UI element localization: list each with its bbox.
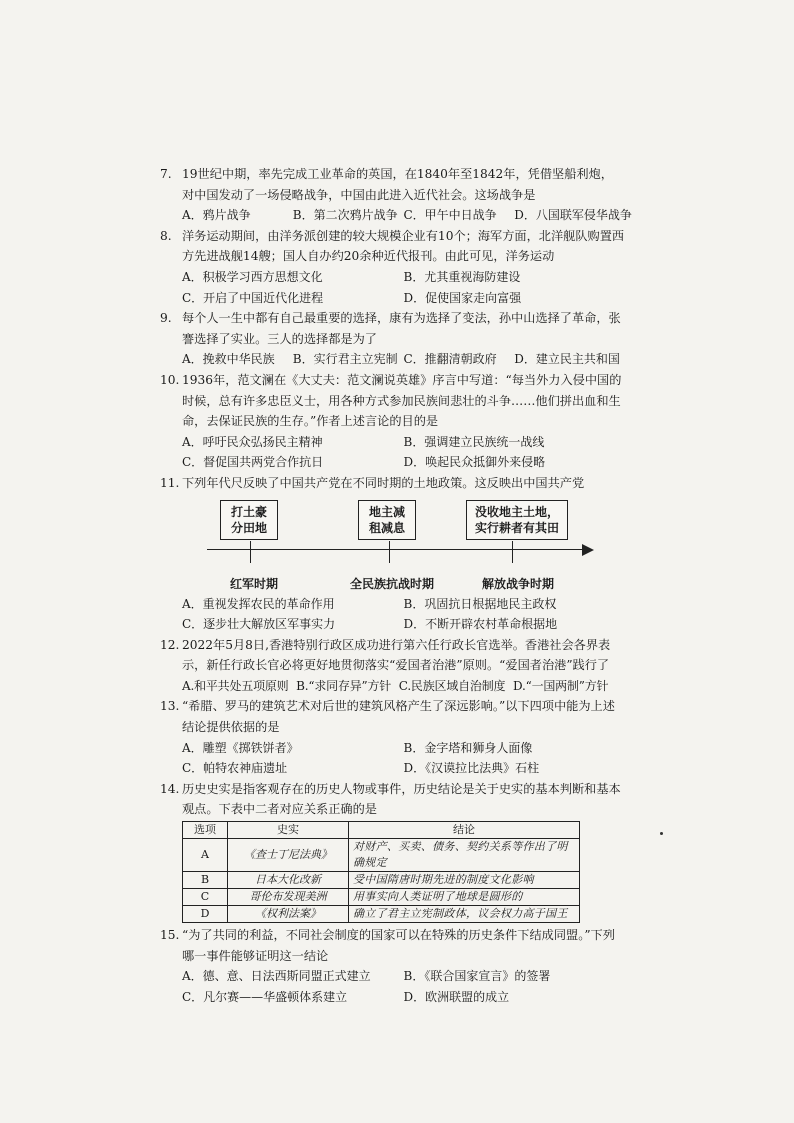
question-number: 10. [160, 372, 180, 387]
scan-speck [660, 832, 663, 835]
question-number: 8. [160, 228, 172, 243]
options [160, 738, 625, 779]
option-d: D.“一国两制”方针 [513, 678, 609, 693]
option-b: B．尤其重视海防建设 [403, 269, 521, 284]
table-cell-conclusion: 确立了君主立宪制政体，议会权力高于国王 [349, 906, 580, 923]
option-b: B．强调建立民族统一战线 [403, 434, 545, 449]
table-cell-fact: 《查士丁尼法典》 [228, 839, 349, 872]
timeline-axis [207, 549, 585, 551]
question-8 [160, 226, 625, 308]
question-stem: 洋务运动期间，由洋务派创建的较大规模企业有10个；海军方面，北洋舰队购置西方先进战舰14艘；国人自办约20余种近代报刊。由此可见，洋务运动 [182, 228, 625, 264]
question-14 [160, 779, 625, 923]
timeline-arrow-icon [582, 544, 594, 556]
table-cell-option: C [183, 889, 228, 906]
option-c: C．凡尔赛——华盛顿体系建立 [182, 989, 348, 1004]
timeline-tick [250, 541, 251, 563]
question-number: 14. [160, 781, 180, 796]
table-cell-fact: 《权利法案》 [228, 906, 349, 923]
question-number: 7. [160, 167, 172, 181]
option-a: A．重视发挥农民的革命作用 [182, 596, 335, 611]
options [160, 966, 625, 1007]
options [160, 594, 625, 635]
options [160, 676, 625, 697]
option-d: D．促使国家走向富强 [403, 290, 522, 305]
question-number: 13. [160, 699, 180, 714]
question-15 [160, 925, 625, 1007]
question-9 [160, 308, 625, 370]
timeline-label-war-of-resistance: 全民族抗战时期 [350, 576, 435, 591]
table-cell-fact: 日本大化改新 [228, 872, 349, 889]
option-a: A．呼吁民众弘扬民主精神 [182, 434, 323, 449]
question-10 [160, 370, 625, 473]
option-d: D．《汉谟拉比法典》石柱 [403, 761, 540, 776]
option-d: D．不断开辟农村革命根据地 [403, 617, 558, 632]
table-cell-option: B [183, 872, 228, 889]
land-policy-timeline [182, 494, 625, 594]
table-header-cell: 结论 [349, 822, 580, 839]
option-b: B．第二次鸦片战争 [292, 208, 398, 223]
question-7 [160, 164, 632, 226]
question-number: 11. [160, 475, 180, 490]
table-cell-conclusion: 用事实向人类证明了地球是圆形的 [349, 889, 580, 906]
table-header-row [183, 822, 580, 839]
question-stem: 下列年代尺反映了中国共产党在不同时期的土地政策。这反映出中国共产党 [182, 475, 585, 490]
question-stem: 2022年5月8日,香港特别行政区成功进行第六任行政长官选举。香港社会各界表示，新任行政长官必将更好地贯彻落实“爱国者治港”原则。“爱国者治港”践行了 [182, 637, 611, 673]
option-c: C．甲午中日战争 [403, 208, 497, 223]
table-row [183, 872, 580, 889]
option-b: B．实行君主立宪制 [292, 352, 398, 367]
table-cell-conclusion: 对财产、买卖、债务、契约关系等作出了明确规定 [349, 839, 580, 872]
timeline-label-liberation-war: 解放战争时期 [482, 576, 555, 591]
option-c: C．推翻清朝政府 [403, 352, 497, 367]
question-stem: “为了共同的利益，不同社会制度的国家可以在特殊的历史条件下结成同盟。”下列哪一事件能够证明这一结论 [182, 928, 615, 963]
table-header-cell: 选项 [183, 822, 228, 839]
question-stem: 1936年，范文澜在《大丈夫：范文澜说英雄》序言中写道：“每当外力入侵中国的时候，总有许多忠臣义士，用各种方式参加民族间悲壮的斗争……他们拼出血和生命，去保证民族的生存。”作者上述言论的目的是 [182, 372, 622, 429]
timeline-tick [512, 541, 513, 563]
timeline-tick [389, 541, 390, 563]
option-c: C．逐步壮大解放区军事实力 [182, 617, 336, 632]
option-a: A．德、意、日法西斯同盟正式建立 [182, 969, 371, 984]
options [160, 432, 625, 473]
table-cell-conclusion: 受中国隋唐时期先进的制度文化影响 [349, 872, 580, 889]
option-a: A．鸦片战争 [182, 208, 251, 223]
question-number: 15. [160, 928, 180, 943]
timeline-label-red-army: 红军时期 [230, 576, 279, 591]
table-row [183, 839, 580, 872]
option-d: D．八国联军侵华战争 [514, 208, 632, 223]
question-stem: 历史史实是指客观存在的历史人物或事件，历史结论是关于史实的基本判断和基本观点。下表中二者对应关系正确的是 [182, 781, 621, 817]
question-11 [160, 473, 625, 635]
question-stem: 19世纪中期，率先完成工业革命的英国，在1840年至1842年，凭借坚船利炮，对中国发动了一场侵略战争，中国由此进入近代社会。这场战争是 [182, 167, 613, 202]
question-stem: 每个人一生中都有自己最重要的选择，康有为选择了变法，孙中山选择了革命，张謇选择了实业。三人的选择都是为了 [182, 311, 621, 346]
option-b: B.“求同存异”方针 [296, 678, 392, 693]
option-a: A．积极学习西方思想文化 [182, 269, 323, 284]
question-stem: “希腊、罗马的建筑艺术对后世的建筑风格产生了深远影响。”以下四项中能为上述结论提供依据的是 [182, 699, 615, 735]
timeline-box-red-army: 打土豪 分田地 [220, 500, 278, 540]
question-number: 9. [160, 311, 172, 326]
question-13 [160, 696, 625, 778]
table-header-cell: 史实 [228, 822, 349, 839]
options [160, 205, 632, 226]
option-a: A．挽救中华民族 [182, 352, 275, 367]
option-a: A．雕塑《掷铁饼者》 [182, 740, 299, 755]
table-row [183, 906, 580, 923]
option-c: C．帕特农神庙遗址 [182, 761, 288, 776]
question-12 [160, 635, 625, 697]
table-cell-fact: 哥伦布发现美洲 [228, 889, 349, 906]
option-b: B．《联合国家宣言》的签署 [403, 969, 551, 984]
option-a: A.和平共处五项原则 [182, 678, 289, 693]
option-c: C．督促国共两党合作抗日 [182, 455, 324, 470]
table-row [183, 889, 580, 906]
option-d: D．欧洲联盟的成立 [403, 989, 510, 1004]
option-d: D．唤起民众抵御外来侵略 [403, 455, 546, 470]
table-cell-option: D [183, 906, 228, 923]
option-b: B．巩固抗日根据地民主政权 [403, 596, 557, 611]
exam-page [160, 164, 632, 1007]
option-b: B．金字塔和狮身人面像 [403, 740, 533, 755]
timeline-box-liberation-war: 没收地主土地， 实行耕者有其田 [466, 500, 568, 540]
option-c: C.民族区域自治制度 [398, 678, 506, 693]
table-cell-option: A [183, 839, 228, 872]
option-d: D．建立民主共和国 [514, 352, 620, 367]
question-number: 12. [160, 637, 180, 652]
fact-conclusion-table [182, 821, 580, 923]
options [160, 267, 625, 308]
timeline-box-war-of-resistance: 地主减 租减息 [358, 500, 416, 540]
options [160, 349, 625, 370]
option-c: C．开启了中国近代化进程 [182, 290, 324, 305]
